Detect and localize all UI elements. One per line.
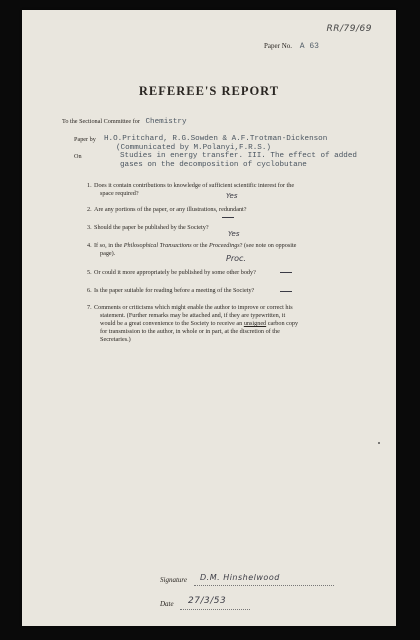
question-text: page). xyxy=(100,250,116,257)
reference-number: RR/79/69 xyxy=(326,24,372,34)
question-1 xyxy=(87,182,354,198)
question-4 xyxy=(87,242,354,258)
question-6 xyxy=(87,287,354,295)
question-number: 3. xyxy=(87,224,92,231)
signature-value: D.M. Hinshelwood xyxy=(200,573,280,582)
signature-dotted-line xyxy=(194,585,334,586)
answer-5-dash xyxy=(280,272,292,273)
question-text: for transmission to the author, in whole or in part, at the discretion of the xyxy=(100,328,280,335)
question-text: Secretaries.) xyxy=(100,336,131,343)
question-7 xyxy=(87,304,354,344)
page-title: REFEREE'S REPORT xyxy=(138,84,280,98)
date-dotted-line xyxy=(180,609,250,610)
question-number: 2. xyxy=(87,206,92,213)
question-text: or the xyxy=(191,242,209,249)
question-number: 7. xyxy=(87,304,92,311)
question-text: ? (see note on opposite xyxy=(239,242,297,249)
question-2 xyxy=(87,206,354,214)
committee-line xyxy=(62,118,187,126)
answer-4: Proc. xyxy=(226,254,246,263)
question-text: statement. (Further remarks may be attached and, if they are typewritten, it xyxy=(100,312,286,319)
question-text: would be a great convenience to the Society to receive an xyxy=(100,320,244,327)
question-5 xyxy=(87,269,354,277)
question-text: carbon copy xyxy=(266,320,299,327)
paper-authors: H.O.Pritchard, R.G.Sowden & A.F.Trotman-Dickenson xyxy=(104,135,328,143)
paper-number-value: A 63 xyxy=(299,42,319,51)
question-number: 4. xyxy=(87,242,92,249)
question-number: 5. xyxy=(87,269,92,276)
question-number: 6. xyxy=(87,287,92,294)
question-number: 1. xyxy=(87,182,92,189)
question-text: Does it contain contributions to knowledge of sufficient scientific interest for the xyxy=(94,182,295,189)
paper-speck xyxy=(378,442,380,444)
answer-3: Yes xyxy=(228,230,240,238)
paper-title-line2: gases on the decomposition of cyclobutane xyxy=(120,161,307,169)
signature-label: Signature xyxy=(160,576,187,584)
question-text: space required? xyxy=(100,190,139,197)
paper-title-line1: Studies in energy transfer. III. The effect of added xyxy=(120,152,357,160)
question-text: Or could it more appropriately be published by some other body? xyxy=(94,269,256,276)
committee-value: Chemistry xyxy=(145,118,187,126)
date-value: 27/3/53 xyxy=(188,596,227,606)
question-text: Comments or criticisms which might enable the author to improve or correct his xyxy=(94,304,293,311)
question-text: Should the paper be published by the Society? xyxy=(94,224,209,231)
committee-label: To the Sectional Committee for xyxy=(62,118,140,125)
paper-communicated: (Communicated by M.Polanyi,F.R.S.) xyxy=(116,144,271,152)
question-text: Are any portions of the paper, or any illustrations, redundant? xyxy=(94,206,247,213)
question-text: Is the paper suitable for reading before a meeting of the Society? xyxy=(94,287,255,294)
question-text: Proceedings xyxy=(209,242,240,249)
date-label: Date xyxy=(160,600,174,608)
paper-number-label: Paper No. xyxy=(264,42,292,50)
answer-1: Yes xyxy=(226,192,238,200)
question-3 xyxy=(87,224,354,232)
answer-6-dash xyxy=(280,291,292,292)
question-text: If so, in the xyxy=(94,242,124,249)
question-text: Philosophical Transactions xyxy=(123,242,192,249)
on-label: On xyxy=(74,153,82,160)
report-sheet xyxy=(22,10,396,626)
paper-number xyxy=(264,42,319,51)
question-text: unsigned xyxy=(243,320,267,327)
paper-by-label: Paper by xyxy=(74,136,96,143)
answer-2-dash xyxy=(222,217,234,218)
